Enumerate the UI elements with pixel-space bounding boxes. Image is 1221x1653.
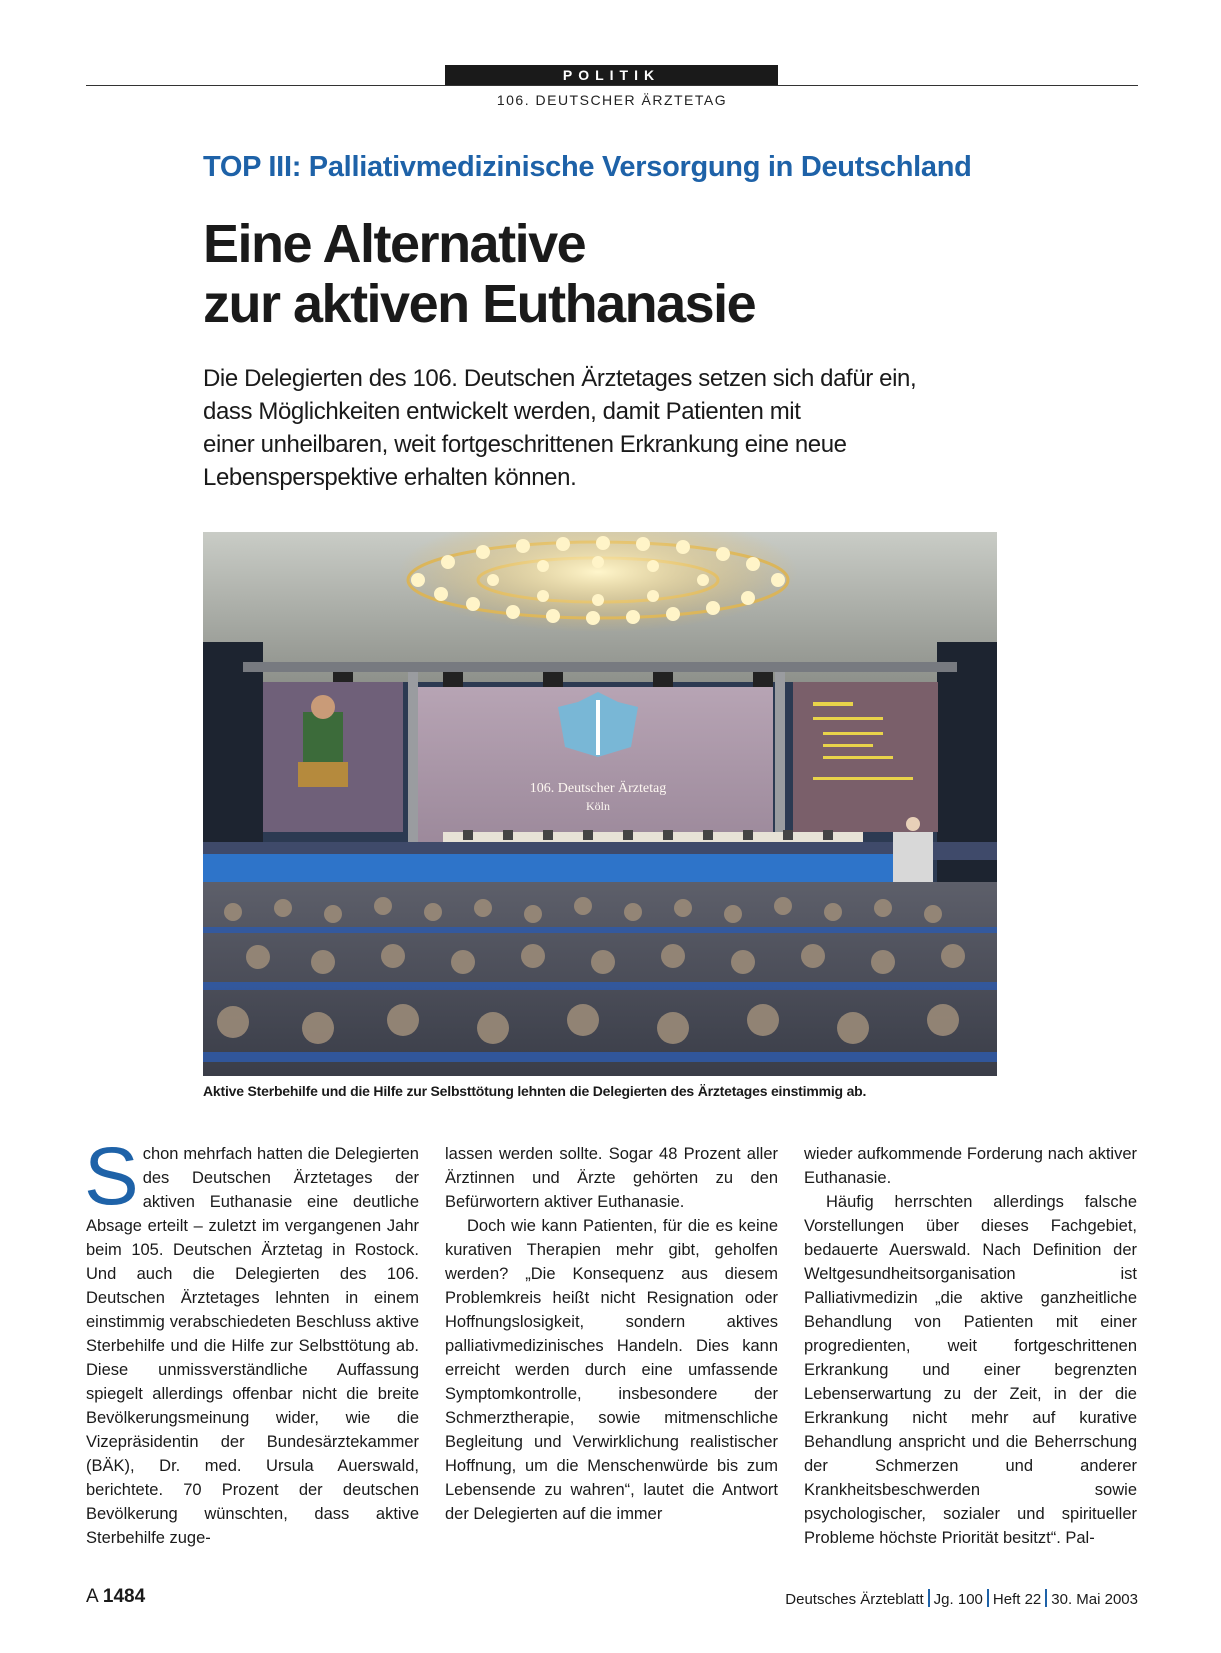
paragraph-2: Doch wie kann Patienten, für die es keine kurativen Therapien mehr gibt, geholfen werden? „Die Konsequenz aus diesem Problemkreis heißt nicht Resignation oder Hoffnungslosigkeit, sondern aktives palliativmedizinisches Handeln. Dies kann erreicht werden durch eine umfassende Symptomkontrolle, insbesondere der Schmerztherapie, sowie mitmenschliche Begleitung und Verwirklichung realistischer Hoffnung, um die Menschenwürde bis zum Lebensende zu wahren“, lautet die Antwort der Delegierten auf die immer xyxy=(445,1217,778,1523)
headline-line-2: zur aktiven Euthanasie xyxy=(203,274,756,334)
dropcap: S xyxy=(84,1131,139,1222)
body-column-1 xyxy=(84,1131,419,1550)
journal-date: 30. Mai 2003 xyxy=(1051,1591,1138,1608)
paragraph-3: Häufig herrschten allerdings falsche Vorstellungen über dieses Fachgebiet, bedauerte Auerswald. Nach Definition der Weltgesundheitsorganisation ist Palliativmedizin „die aktive ganzheitliche Behandlung von Patienten mit einer progredienten, weit fortgeschrittenen Erkrankung und einer begrenzten Lebenserwartung zu der Zeit, in der die Erkrankung nicht mehr auf kurative Behandlung anspricht und die Beherrschung der Schmerzen und anderer Krankheitsbeschwerden sowie psychologischer, sozialer und spiritueller Probleme höchste Priorität besitzt“. Pal- xyxy=(804,1193,1137,1547)
conference-hall-photo xyxy=(203,532,997,1076)
lead-line-4: Lebensperspektive erhalten können. xyxy=(203,464,577,491)
subsection-label: 106. DEUTSCHER ÄRZTETAG xyxy=(496,92,728,108)
paragraph-2-continued: wieder aufkommende Forderung nach aktiver Euthanasie. xyxy=(804,1145,1137,1187)
page-number-value: 1484 xyxy=(102,1586,146,1607)
photo-caption: Aktive Sterbehilfe und die Hilfe zur Selbsttötung lehnten die Delegierten des Ärztetages einstimmig ab. xyxy=(203,1083,867,1099)
footer-separator xyxy=(928,1589,930,1607)
section-label: POLITIK xyxy=(445,65,778,85)
screen-title-line-2: Köln xyxy=(586,799,610,813)
podium-front xyxy=(203,854,893,886)
paragraph-1-continued: lassen werden sollte. Sogar 48 Prozent aller Ärztinnen und Ärzte gehörten zu den Befürwortern aktiver Euthanasie. xyxy=(445,1145,778,1211)
lead-line-2: dass Möglichkeiten entwickelt werden, damit Patienten mit xyxy=(203,398,801,425)
headline-line-1: Eine Alternative xyxy=(203,214,586,274)
article-lead xyxy=(203,362,1003,494)
footer-separator xyxy=(987,1589,989,1607)
page-prefix: A xyxy=(86,1586,98,1607)
body-column-2 xyxy=(445,1142,778,1526)
light-truss xyxy=(243,662,957,672)
article-kicker: TOP III: Palliativmedizinische Versorgung in Deutschland xyxy=(203,151,972,183)
screen-title-line-1: 106. Deutscher Ärztetag xyxy=(529,781,667,796)
header-divider xyxy=(86,85,1138,86)
lead-line-3: einer unheilbaren, weit fortgeschrittenen Erkrankung eine neue xyxy=(203,431,847,458)
journal-name: Deutsches Ärzteblatt xyxy=(785,1591,924,1608)
paragraph-1 xyxy=(84,1131,419,1550)
lead-line-1: Die Delegierten des 106. Deutschen Ärztetages setzen sich dafür ein, xyxy=(203,365,917,392)
article-headline xyxy=(203,214,1103,334)
journal-issue: Heft 22 xyxy=(992,1591,1042,1608)
body-column-3 xyxy=(804,1142,1137,1550)
footer-separator xyxy=(1045,1589,1047,1607)
page-number xyxy=(86,1586,145,1608)
journal-footer xyxy=(785,1589,1138,1608)
journal-volume: Jg. 100 xyxy=(933,1591,983,1608)
conference-hall-illustration xyxy=(203,532,997,1076)
paragraph-1-text: chon mehrfach hatten die Delegierten des Deutschen Ärztetages der aktiven Euthanasie eine deutliche Absage erteilt – zuletzt im vergangenen Jahr beim 105. Deutschen Ärztetag in Rostock. Und auch die Delegierten des 106. Deutschen Ärztetages lehnten in einem einstimmig verabschiedeten Beschluss aktive Sterbehilfe und die Hilfe zur Selbsttötung ab. Diese unmissverständliche Auffassung spiegelt allerdings offenbar nicht die breite Bevölkerungsmeinung wider, wie die Vizepräsidentin der Bundesärztekammer (BÄK), Dr. med. Ursula Auerswald, berichtete. 70 Prozent der deutschen Bevölkerung wünschten, dass aktive Sterbehilfe zuge- xyxy=(86,1145,419,1547)
